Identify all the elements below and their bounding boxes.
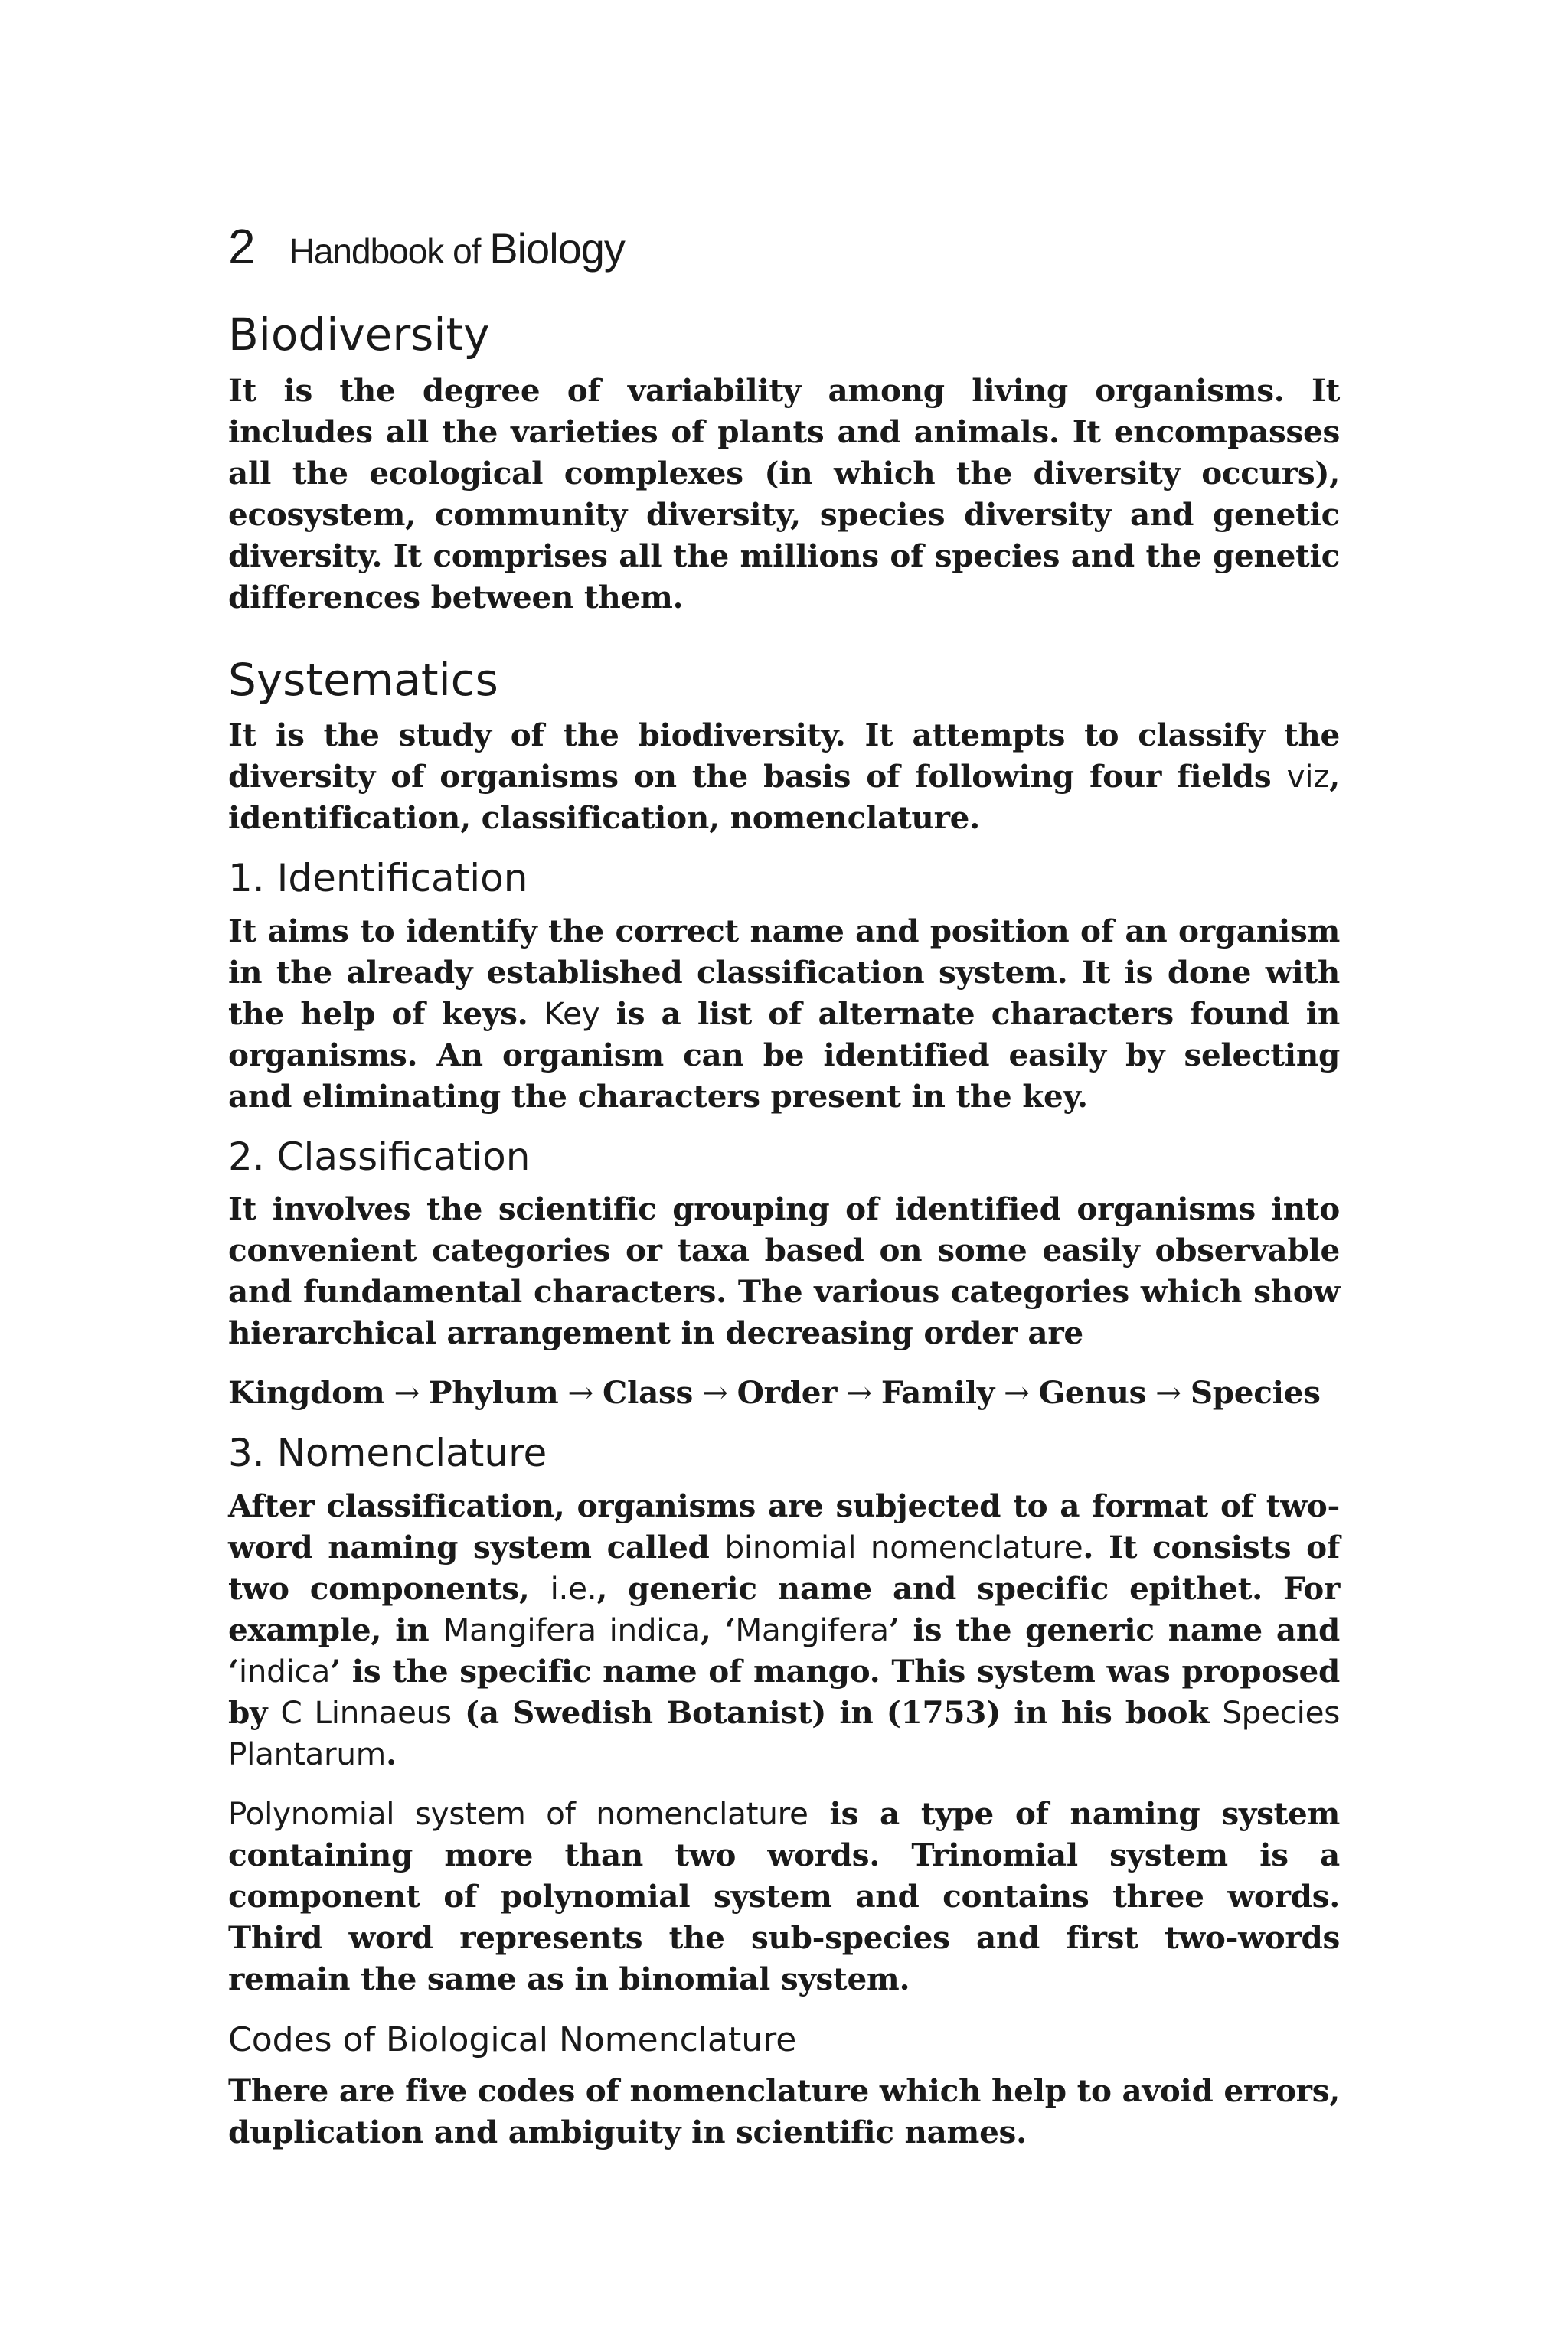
identification-title: Identification — [276, 856, 528, 901]
identification-text-before: It aims to identify the correct name and position of an organism in the already established classification system. It is done with the help of keys. — [228, 912, 1340, 1032]
polynomial-term: Polynomial system of nomenclature — [228, 1794, 808, 1832]
codes-paragraph: There are five codes of nomenclature which help to avoid errors, duplication and ambiguity in scientific names. — [228, 2072, 1340, 2151]
species-name: Mangifera indica — [443, 1611, 701, 1648]
systematics-paragraph — [228, 714, 1340, 838]
arrow-icon: → — [702, 1374, 728, 1412]
text-run: . — [385, 1735, 397, 1772]
codes-heading: Codes of Biological Nomenclature — [228, 2020, 797, 2059]
classification-number: 2. — [228, 1134, 265, 1179]
nomenclature-paragraph-2 — [228, 1793, 1340, 2000]
text-run: . It consists of two components, — [228, 1528, 1341, 1607]
text-run: After classification, organisms are subjected to a format of two-word naming system called — [228, 1487, 1340, 1566]
hierarchy-rank: Genus — [1038, 1374, 1147, 1412]
text-run: is a type of naming system containing more than two words. Trinomial system is a component of polynomial system and contains three words. Third word represents the sub-species and first two-words remain the same as in binomial system. — [228, 1794, 1340, 1997]
systematics-heading: Systematics — [228, 653, 498, 706]
identification-heading — [228, 857, 1340, 901]
ie-term: i.e. — [550, 1569, 597, 1607]
identification-text-after: is a list of alternate characters found in organisms. An organism can be identified easily by selecting and eliminating the characters present in the key. — [228, 994, 1340, 1115]
page-content — [228, 219, 1341, 2171]
hierarchy-rank: Phylum — [429, 1374, 559, 1412]
page-number: 2 — [228, 219, 256, 274]
text-run: (a Swedish Botanist) in (1753) in his book — [451, 1693, 1223, 1731]
linnaeus-name: C Linnaeus — [280, 1693, 452, 1731]
hierarchy-rank: Family — [880, 1374, 995, 1412]
identification-key-term: Key — [544, 994, 600, 1032]
nomenclature-number: 3. — [228, 1431, 265, 1476]
systematics-viz: viz — [1286, 758, 1330, 795]
epithet-name: indica — [238, 1652, 330, 1690]
biodiversity-heading: Biodiversity — [228, 309, 490, 361]
arrow-icon: → — [1155, 1374, 1181, 1412]
running-head — [228, 219, 1340, 274]
book-title — [289, 224, 625, 273]
text-run: ’ is the generic name and ‘ — [228, 1611, 1341, 1690]
book-title-main: Biology — [489, 224, 625, 273]
identification-paragraph — [228, 910, 1340, 1117]
nomenclature-heading — [228, 1432, 1340, 1476]
arrow-icon: → — [394, 1374, 420, 1412]
text-run: ’ is the specific name of mango. This system was proposed by — [228, 1652, 1340, 1731]
identification-number: 1. — [228, 856, 265, 901]
classification-paragraph: It involves the scientific grouping of identified organisms into convenient categories or taxa based on some easily observable and fundamental characters. The various categories which show hierarchical arrangement in decreasing order are — [228, 1190, 1340, 1352]
systematics-text-after: , identification, classification, nomenclature. — [228, 758, 1340, 837]
book-title-prefix: Handbook of — [289, 231, 481, 271]
binomial-term: binomial nomenclature — [724, 1528, 1083, 1566]
arrow-icon: → — [567, 1374, 594, 1412]
text-run: , generic name and specific epithet. For example, in — [228, 1569, 1340, 1648]
taxonomic-hierarchy — [228, 1372, 1340, 1413]
text-run: , ‘ — [700, 1611, 736, 1648]
arrow-icon: → — [1003, 1374, 1030, 1412]
genus-name: Mangifera — [735, 1611, 889, 1648]
arrow-icon: → — [846, 1374, 872, 1412]
classification-title: Classification — [276, 1134, 531, 1179]
classification-heading — [228, 1135, 1340, 1180]
nomenclature-paragraph-1 — [228, 1485, 1340, 1775]
biodiversity-paragraph: It is the degree of variability among living organisms. It includes all the varieties of plants and animals. It encompasses all the ecological complexes (in which the diversity occurs), ecosystem, community diversity, species diversity and genetic diversity. It comprises all the millions of species and the genetic differences between them. — [228, 371, 1340, 616]
nomenclature-title: Nomenclature — [276, 1431, 547, 1476]
hierarchy-rank: Order — [737, 1374, 838, 1412]
hierarchy-rank: Species — [1190, 1374, 1321, 1412]
book-name: Species Plantarum — [228, 1693, 1341, 1772]
systematics-text-before: It is the study of the biodiversity. It attempts to classify the diversity of organisms on the basis of following four fields — [228, 717, 1340, 795]
hierarchy-rank: Kingdom — [228, 1374, 385, 1412]
hierarchy-rank: Class — [603, 1374, 694, 1412]
